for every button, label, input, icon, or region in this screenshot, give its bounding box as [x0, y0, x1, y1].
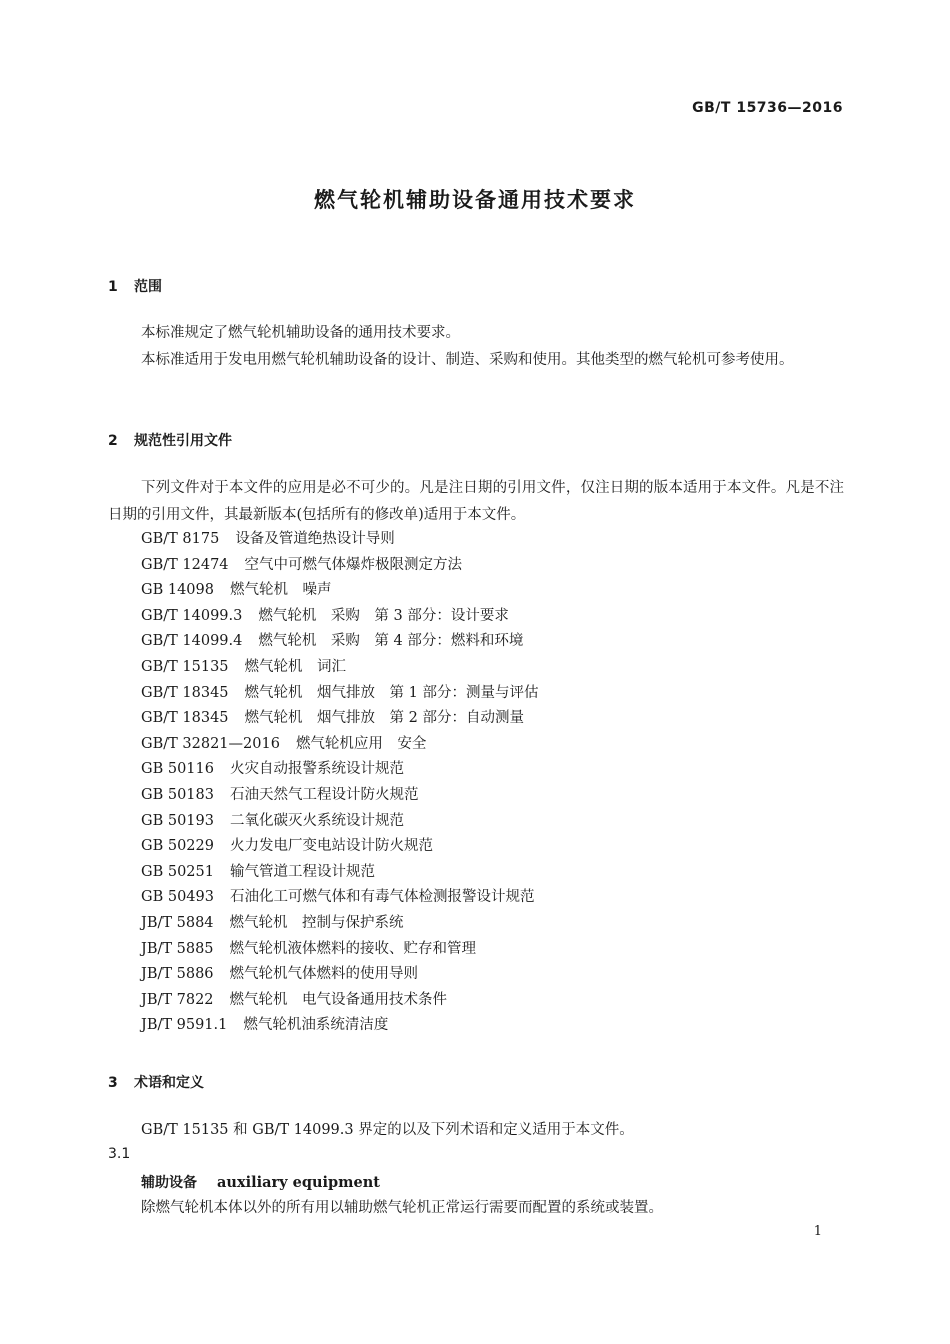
reference-item [141, 578, 538, 604]
reference-item [141, 962, 538, 988]
section-3-heading [108, 1072, 204, 1092]
section-1-heading [108, 276, 162, 296]
reference-title: 设备及管道绝热设计导则 [235, 531, 395, 547]
reference-item [141, 1013, 538, 1039]
section-3-intro: GB/T 15135 和 GB/T 14099.3 界定的以及下列术语和定义适用于本文件。 [141, 1122, 634, 1138]
reference-code: JB/T 5885 [141, 940, 214, 957]
reference-code: GB/T 18345 [141, 684, 229, 701]
section-1-title: 范围 [134, 279, 162, 295]
reference-title: 燃气轮机 烟气排放 第 2 部分：自动测量 [244, 710, 524, 727]
reference-code: JB/T 5884 [141, 914, 214, 931]
reference-title: 输气管道工程设计规范 [229, 863, 375, 880]
reference-title: 燃气轮机 噪声 [229, 582, 332, 599]
reference-item [141, 911, 538, 937]
reference-item [141, 732, 538, 758]
reference-title: 燃气轮机 控制与保护系统 [229, 914, 404, 931]
reference-title: 燃气轮机气体燃料的使用导则 [229, 966, 419, 983]
reference-title: 燃气轮机 采购 第 4 部分：燃料和环境 [258, 633, 524, 650]
section-1-number: 1 [108, 279, 118, 295]
reference-title: 火灾自动报警系统设计规范 [229, 761, 404, 778]
reference-item [141, 655, 538, 681]
reference-code: GB 50493 [141, 889, 214, 906]
reference-title: 火力发电厂变电站设计防火规范 [229, 838, 433, 855]
section-2-intro: 下列文件对于本文件的应用是必不可少的。凡是注日期的引用文件，仅注日期的版本适用于本文件。凡是不注日期的引用文件，其最新版本(包括所有的修改单)适用于本文件。 [108, 480, 844, 523]
reference-code: GB 50229 [141, 838, 214, 855]
reference-code: JB/T 9591.1 [141, 1017, 228, 1034]
reference-code: GB/T 14099.4 [141, 633, 243, 650]
term-number: 3.1 [108, 1146, 131, 1162]
reference-item [141, 783, 538, 809]
reference-title: 石油天然气工程设计防火规范 [229, 786, 419, 803]
reference-item [141, 937, 538, 963]
reference-code: GB/T 32821—2016 [141, 735, 280, 752]
reference-item [141, 706, 538, 732]
reference-item [141, 809, 538, 835]
reference-title: 燃气轮机 烟气排放 第 1 部分：测量与评估 [244, 684, 539, 701]
reference-code: GB/T 18345 [141, 710, 229, 727]
reference-title: 燃气轮机 词汇 [244, 658, 347, 675]
reference-code: GB/T 14099.3 [141, 607, 243, 624]
reference-code: GB 50183 [141, 786, 214, 803]
reference-title: 燃气轮机油系统清洁度 [243, 1017, 389, 1034]
reference-code: GB/T 8175 [141, 531, 220, 547]
reference-code: GB 50116 [141, 761, 214, 778]
term-entry [141, 1172, 380, 1192]
reference-code: JB/T 7822 [141, 991, 214, 1008]
term-chinese: 辅助设备 [141, 1175, 197, 1191]
reference-title: 燃气轮机应用 安全 [295, 735, 427, 752]
reference-title: 燃气轮机液体燃料的接收、贮存和管理 [229, 940, 477, 957]
reference-item [141, 629, 538, 655]
section-2-number: 2 [108, 433, 118, 449]
reference-title: 空气中可燃气体爆炸极限测定方法 [244, 556, 463, 573]
reference-item [141, 757, 538, 783]
reference-code: GB 50193 [141, 812, 214, 829]
term-english: auxiliary equipment [217, 1174, 380, 1191]
normative-reference-list [141, 527, 538, 1039]
reference-item [141, 553, 538, 579]
reference-code: JB/T 5886 [141, 966, 214, 983]
section-1-paragraph-1: 本标准规定了燃气轮机辅助设备的通用技术要求。 [141, 325, 460, 341]
standard-code: GB/T 15736—2016 [692, 100, 843, 116]
reference-item [141, 681, 538, 707]
document-title: 燃气轮机辅助设备通用技术要求 [314, 188, 636, 212]
section-1-paragraph-2: 本标准适用于发电用燃气轮机辅助设备的设计、制造、采购和使用。其他类型的燃气轮机可参考使用。 [141, 352, 794, 368]
reference-code: GB/T 12474 [141, 556, 229, 573]
reference-item [141, 527, 538, 553]
section-3-title: 术语和定义 [134, 1075, 204, 1091]
reference-code: GB 14098 [141, 582, 214, 599]
reference-code: GB 50251 [141, 863, 214, 880]
reference-item [141, 604, 538, 630]
reference-code: GB/T 15135 [141, 658, 229, 675]
term-definition: 除燃气轮机本体以外的所有用以辅助燃气轮机正常运行需要而配置的系统或装置。 [141, 1200, 663, 1216]
page-number: 1 [813, 1224, 822, 1239]
reference-title: 二氧化碳灭火系统设计规范 [229, 812, 404, 829]
reference-item [141, 860, 538, 886]
reference-title: 燃气轮机 电气设备通用技术条件 [229, 991, 448, 1008]
reference-title: 石油化工可燃气体和有毒气体检测报警设计规范 [229, 889, 535, 906]
reference-item [141, 834, 538, 860]
reference-title: 燃气轮机 采购 第 3 部分：设计要求 [258, 607, 509, 624]
section-3-number: 3 [108, 1075, 118, 1091]
section-2-title: 规范性引用文件 [134, 433, 232, 449]
reference-item [141, 885, 538, 911]
section-2-heading [108, 430, 232, 450]
reference-item [141, 988, 538, 1014]
